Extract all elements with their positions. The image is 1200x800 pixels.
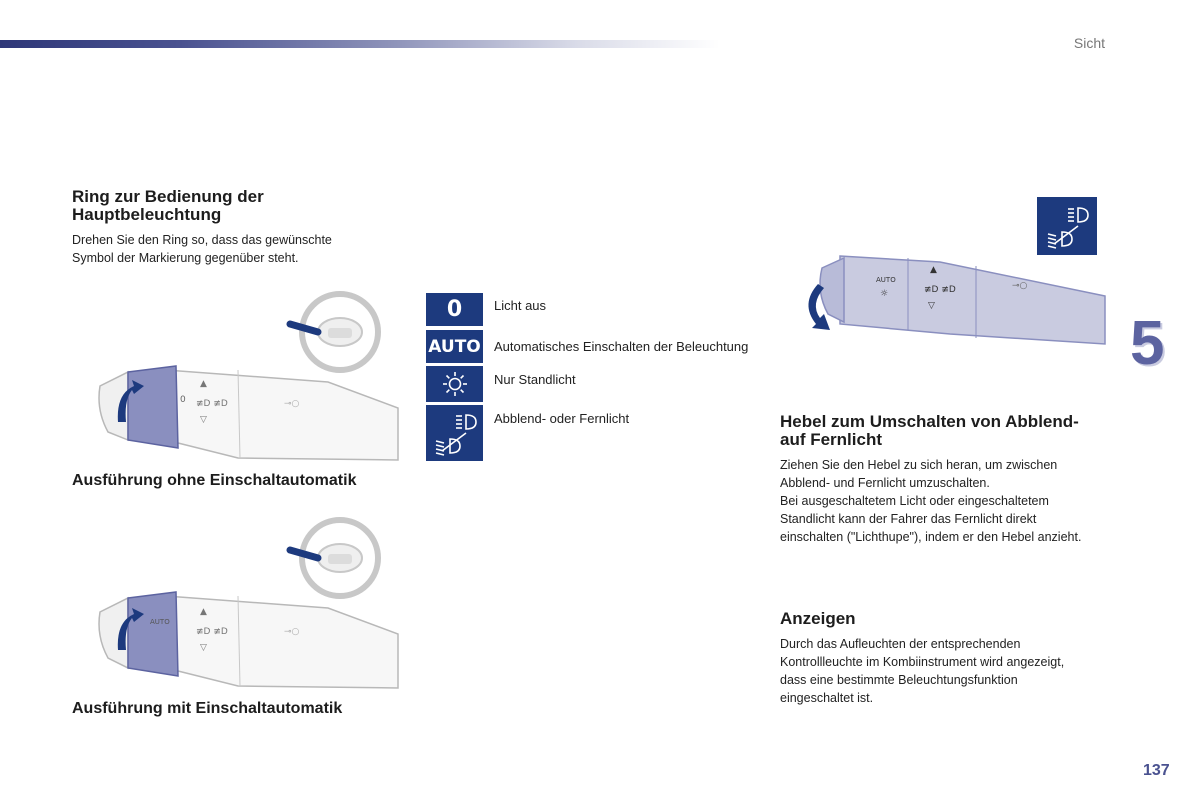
indicator-description-line2: Kontrollleuchte im Kombiinstrument wird angezeigt, [780, 655, 1065, 669]
header-gradient-bar [0, 40, 720, 48]
ring-heading-line2: Hauptbeleuchtung [72, 205, 222, 224]
stalk-description-line2: Abblend- und Fernlicht umzuschalten. [780, 476, 990, 490]
svg-text:☼: ☼ [880, 289, 889, 299]
zero-symbol-icon: 0 [446, 297, 463, 322]
indicator-description [780, 635, 1064, 707]
ring-description [72, 231, 332, 267]
svg-text:⊸○: ⊸○ [284, 399, 300, 409]
svg-text:≢D ≢D: ≢D ≢D [924, 285, 956, 295]
ring-description-line1: Drehen Sie den Ring so, dass das gewünschte [72, 233, 332, 247]
section-title: Sicht [1073, 35, 1105, 51]
light-stalk [99, 592, 398, 688]
steering-wheel-icon [290, 520, 378, 596]
legend-auto-symbol [426, 330, 483, 363]
legend-zero-symbol [426, 293, 483, 326]
stalk-description-line5: einschalten ("Lichthupe"), indem er den Hebel anzieht. [780, 530, 1082, 544]
stalk-heading-line1: Hebel zum Umschalten von Abblend- [780, 412, 1079, 431]
legend-sidelight-symbol [426, 366, 483, 402]
svg-text:≢D ≢D: ≢D ≢D [196, 399, 228, 409]
svg-text:▽: ▽ [200, 415, 207, 425]
sidelight-icon [442, 371, 468, 397]
chapter-number: 5 [1130, 309, 1165, 378]
indicator-description-line3: dass eine bestimmte Beleuchtungsfunktion [780, 673, 1018, 687]
svg-text:AUTO: AUTO [876, 276, 896, 284]
svg-text:⊸○: ⊸○ [1012, 281, 1028, 291]
stalk-illustration-with-auto [88, 516, 400, 691]
svg-text:▲: ▲ [930, 265, 937, 275]
stalk-description-line3: Bei ausgeschaltetem Licht oder eingeschaltetem [780, 494, 1049, 508]
low-high-beam-icon [430, 409, 480, 457]
svg-text:▽: ▽ [928, 301, 935, 311]
ring-heading-line1: Ring zur Bedienung der [72, 187, 264, 206]
indicator-heading: Anzeigen [780, 609, 856, 628]
beam-indicator-icon [1037, 197, 1097, 255]
stalk-description [780, 456, 1081, 546]
legend-label-beam: Abblend- oder Fernlicht [494, 411, 630, 426]
stalk-auto-label: AUTO [150, 618, 170, 626]
steering-wheel-icon [290, 294, 378, 370]
svg-text:▽: ▽ [200, 643, 207, 653]
svg-text:0: 0 [180, 395, 186, 405]
indicator-description-line4: eingeschaltet ist. [780, 691, 874, 705]
ring-heading [72, 188, 264, 224]
stalk-description-line4: Standlicht kann der Fahrer das Fernlicht direkt [780, 512, 1037, 526]
legend-label-sidelight: Nur Standlicht [494, 372, 576, 387]
caption-with-auto: Ausführung mit Einschaltautomatik [72, 700, 343, 717]
svg-text:≢D ≢D: ≢D ≢D [196, 627, 228, 637]
ring-description-line2: Symbol der Markierung gegenüber steht. [72, 251, 299, 265]
svg-text:▲: ▲ [200, 379, 207, 389]
auto-symbol-icon: AUTO [428, 336, 481, 357]
stalk-illustration-without-auto [88, 290, 400, 462]
svg-text:▲: ▲ [200, 607, 207, 617]
page-number: 137 [1143, 762, 1170, 779]
legend-beam-symbol [426, 405, 483, 461]
stalk-heading [780, 413, 1079, 449]
light-stalk [99, 366, 398, 460]
stalk-heading-line2: auf Fernlicht [780, 430, 883, 449]
legend-label-off: Licht aus [494, 298, 547, 313]
caption-without-auto: Ausführung ohne Einschaltautomatik [72, 472, 357, 489]
svg-text:⊸○: ⊸○ [284, 627, 300, 637]
indicator-description-line1: Durch das Aufleuchten der entsprechenden [780, 637, 1021, 651]
legend-label-auto: Automatisches Einschalten der Beleuchtung [494, 339, 749, 354]
stalk-description-line1: Ziehen Sie den Hebel zu sich heran, um zwischen [780, 458, 1058, 472]
stalk-pull-illustration [800, 248, 1108, 348]
